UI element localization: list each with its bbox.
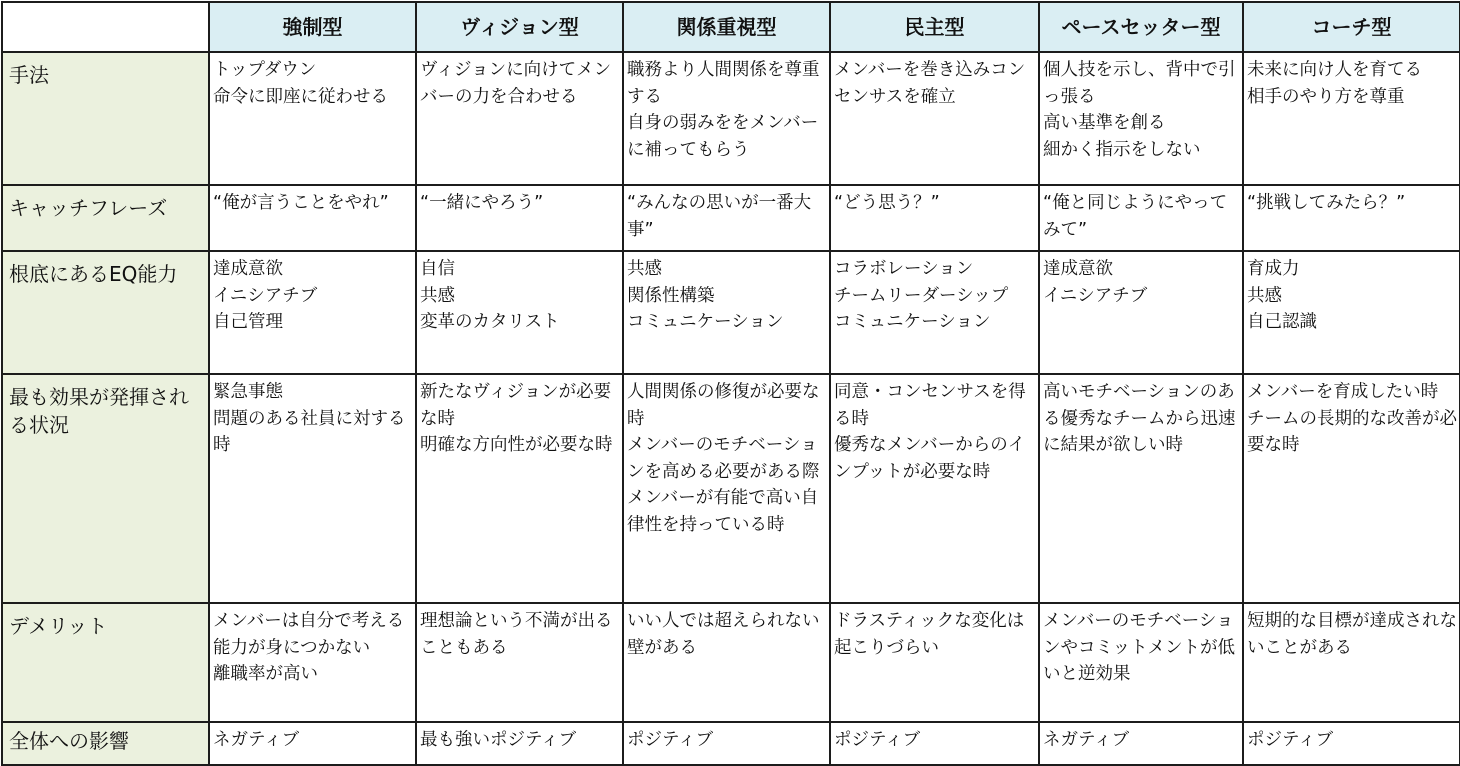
cell-line: 自信 <box>420 259 455 279</box>
cell-demerit-visionary <box>416 603 623 722</box>
cell-demerit-pacesetting <box>1039 603 1243 722</box>
cell-situation-coercive <box>209 374 416 603</box>
cell-line: コミュニケーション <box>834 312 991 332</box>
row-header-demerit: デメリット <box>2 603 209 722</box>
cell-line: イニシアチブ <box>1043 285 1148 306</box>
cell-line: チームリーダーシップ <box>834 285 1009 306</box>
cell-line: 自身の弱みををメンバーに補ってもらう <box>627 113 819 160</box>
cell-line: 個人技を示し、背中で引っ張る <box>1043 60 1236 107</box>
column-header-pacesetting: ペースセッター型 <box>1039 2 1243 52</box>
table-row-eq-competency <box>2 251 1460 374</box>
cell-line: 自己認識 <box>1247 312 1317 332</box>
cell-line: “みんなの思いが一番大事” <box>627 193 812 240</box>
cell-demerit-democratic <box>830 603 1039 722</box>
cell-line: 命令に即座に従わせる <box>213 86 388 107</box>
cell-method-coaching <box>1243 52 1460 185</box>
cell-line: メンバーを巻き込みコンセンサスを確立 <box>834 60 1026 107</box>
cell-situation-democratic <box>830 374 1039 603</box>
cell-line: 共感 <box>420 285 455 306</box>
cell-line: 短期的な目標が達成されないことがある <box>1247 611 1457 658</box>
cell-line: コラボレーション <box>834 259 974 279</box>
cell-line: 達成意欲 <box>1043 259 1113 279</box>
table-row-best-situation <box>2 374 1460 603</box>
cell-situation-visionary <box>416 374 623 603</box>
cell-impact-coercive <box>209 722 416 765</box>
cell-situation-coaching <box>1243 374 1460 603</box>
cell-line: 新たなヴィジョンが必要な時 <box>420 382 612 429</box>
cell-line: 高い基準を創る <box>1043 113 1166 133</box>
cell-eq-coaching <box>1243 251 1460 374</box>
cell-eq-coercive <box>209 251 416 374</box>
cell-line: “どう思う？” <box>834 193 940 213</box>
cell-line: メンバーを育成したい時 <box>1247 382 1439 402</box>
table-row-demerit <box>2 603 1460 722</box>
cell-line: 共感 <box>1247 285 1282 306</box>
cell-line: 人間関係の修復が必要な時 <box>627 382 820 429</box>
cell-impact-visionary <box>416 722 623 765</box>
cell-line: 未来に向け人を育てる <box>1247 60 1422 80</box>
cell-impact-coaching <box>1243 722 1460 765</box>
cell-method-visionary <box>416 52 623 185</box>
cell-line: 理想論という不満が出ることもある <box>420 611 613 658</box>
cell-line: 明確な方向性が必要な時 <box>420 435 613 455</box>
cell-line: ポジティブ <box>834 730 921 750</box>
cell-line: 優秀なメンバーからのインプットが必要な時 <box>834 435 1026 482</box>
cell-line: 関係性構築 <box>627 285 715 306</box>
cell-catchphrase-affiliative <box>623 185 830 251</box>
cell-impact-pacesetting <box>1039 722 1243 765</box>
cell-method-coercive <box>209 52 416 185</box>
cell-line: 同意・コンセンサスを得る時 <box>834 382 1026 429</box>
cell-demerit-affiliative <box>623 603 830 722</box>
row-header-method: 手法 <box>2 52 209 185</box>
cell-line: メンバーが有能で高い自律性を持っている時 <box>627 488 819 535</box>
cell-line: 共感 <box>627 259 662 279</box>
cell-line: ヴィジョンに向けてメンバーの力を合わせる <box>420 60 612 107</box>
cell-catchphrase-coaching <box>1243 185 1460 251</box>
column-header-coaching: コーチ型 <box>1243 2 1460 52</box>
cell-line: 自己管理 <box>213 312 283 332</box>
cell-line: ドラスティックな変化は起こりづらい <box>834 611 1025 658</box>
cell-eq-pacesetting <box>1039 251 1243 374</box>
leadership-style-table <box>1 1 1460 766</box>
cell-line: トップダウン <box>213 60 317 80</box>
cell-eq-visionary <box>416 251 623 374</box>
cell-line: “一緒にやろう” <box>420 193 544 213</box>
cell-line: ネガティブ <box>213 730 300 750</box>
cell-situation-affiliative <box>623 374 830 603</box>
cell-impact-democratic <box>830 722 1039 765</box>
cell-catchphrase-coercive <box>209 185 416 251</box>
cell-catchphrase-pacesetting <box>1039 185 1243 251</box>
cell-line: 相手のやり方を尊重 <box>1247 86 1405 107</box>
table-row-catchphrase <box>2 185 1460 251</box>
cell-impact-affiliative <box>623 722 830 765</box>
cell-line: 離職率が高い <box>213 664 318 684</box>
cell-line: 変革のカタリスト <box>420 312 560 332</box>
cell-eq-affiliative <box>623 251 830 374</box>
cell-catchphrase-democratic <box>830 185 1039 251</box>
cell-line: 問題のある社員に対する時 <box>213 408 406 455</box>
cell-line: 育成力 <box>1247 259 1300 279</box>
cell-line: メンバーのモチベーションを高める必要がある際 <box>627 435 820 482</box>
cell-demerit-coercive <box>209 603 416 722</box>
column-header-democratic: 民主型 <box>830 2 1039 52</box>
cell-line: チームの長期的な改善が必要な時 <box>1247 408 1457 455</box>
cell-method-democratic <box>830 52 1039 185</box>
header-row <box>2 2 1460 52</box>
column-header-visionary: ヴィジョン型 <box>416 2 623 52</box>
row-header-overall-impact: 全体への影響 <box>2 722 209 765</box>
table-row-method <box>2 52 1460 185</box>
cell-line: “俺と同じようにやってみて” <box>1043 193 1228 240</box>
cell-line: メンバーは自分で考える能力が身につかない <box>213 611 405 658</box>
table-row-overall-impact <box>2 722 1460 765</box>
cell-line: “俺が言うことをやれ” <box>213 193 389 213</box>
cell-demerit-coaching <box>1243 603 1460 722</box>
cell-line: イニシアチブ <box>213 285 318 306</box>
column-header-affiliative: 関係重視型 <box>623 2 830 52</box>
corner-cell <box>2 2 209 52</box>
cell-line: ポジティブ <box>1247 730 1334 750</box>
cell-line: コミュニケーション <box>627 312 784 332</box>
cell-line: 達成意欲 <box>213 259 283 279</box>
cell-line: ネガティブ <box>1043 730 1130 750</box>
cell-situation-pacesetting <box>1039 374 1243 603</box>
cell-method-affiliative <box>623 52 830 185</box>
cell-line: ポジティブ <box>627 730 714 750</box>
cell-line: 緊急事態 <box>213 382 283 402</box>
row-header-best-situation: 最も効果が発揮される状況 <box>2 374 209 603</box>
cell-line: メンバーのモチベーションやコミットメントが低いと逆効果 <box>1043 611 1235 684</box>
row-header-catchphrase: キャッチフレーズ <box>2 185 209 251</box>
cell-catchphrase-visionary <box>416 185 623 251</box>
cell-line: いい人では超えられない壁がある <box>627 611 820 658</box>
row-header-eq-competency: 根底にあるEQ能力 <box>2 251 209 374</box>
cell-line: 細かく指示をしない <box>1043 139 1201 160</box>
cell-line: 高いモチベーションのある優秀なチームから迅速に結果が欲しい時 <box>1043 382 1236 455</box>
column-header-coercive: 強制型 <box>209 2 416 52</box>
cell-line: 最も強いポジティブ <box>420 730 577 750</box>
cell-eq-democratic <box>830 251 1039 374</box>
cell-line: “挑戦してみたら？” <box>1247 193 1406 213</box>
cell-line: 職務より人間関係を尊重する <box>627 60 820 107</box>
cell-method-pacesetting <box>1039 52 1243 185</box>
